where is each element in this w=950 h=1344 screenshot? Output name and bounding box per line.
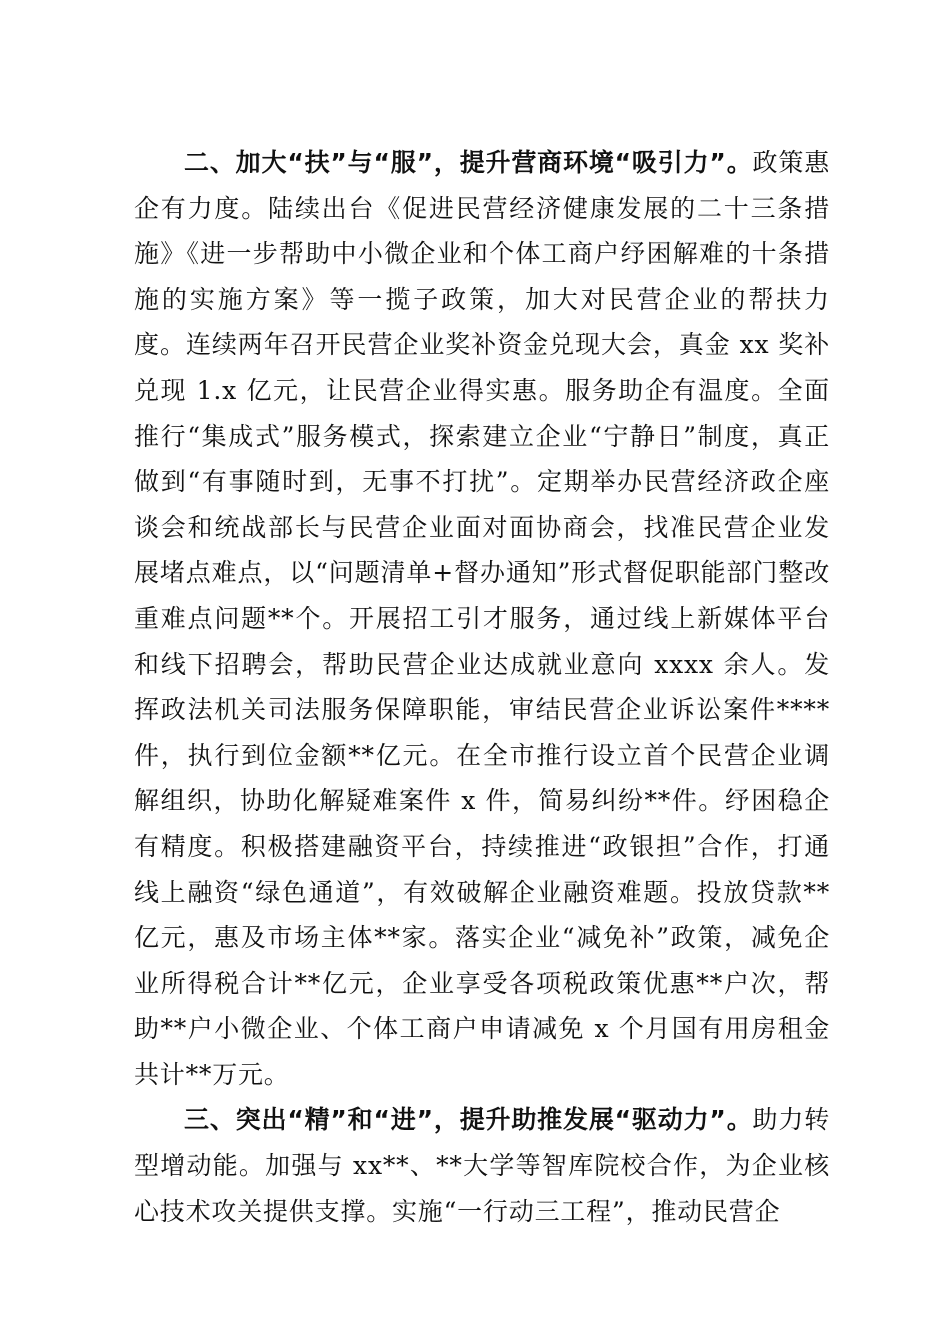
paragraph-section-three (134, 1097, 830, 1234)
section-three-heading: 三、突出“精”和“进”，提升助推发展“驱动力”。 (184, 1105, 753, 1135)
section-three-body: 助力转型增动能。加强与 xx**、**大学等智库院校合作，为企业核心技术攻关提供支撑。实施“一行动三工程”，推动民营企 (134, 1105, 830, 1226)
section-two-heading: 二、加大“扶”与“服”，提升营商环境“吸引力”。 (184, 148, 753, 177)
paragraph-section-two (134, 140, 830, 1097)
section-two-body: 政策惠企有力度。陆续出台《促进民营经济健康发展的二十三条措施》《进一步帮助中小微企业和个体工商户纾困解难的十条措施的实施方案》等一揽子政策，加大对民营企业的帮扶力度。连续两年召开民营企业奖补资金兑现大会，真金 xx 奖补兑现 1.x 亿元，让民营企业得实惠。服务助企有温度。全面推行“集成式”服务模式，探索建立企业“宁静日”制度，真正做到“有事随时到，无事不打扰”。定期举办民营经济政企座谈会和统战部长与民营企业面对面协商会，找准民营企业发展堵点难点，以“问题清单+督办通知”形式督促职能部门整改重难点问题**个。开展招工引才服务，通过线上新媒体平台和线下招聘会，帮助民营企业达成就业意向 xxxx 余人。发挥政法机关司法服务保障职能，审结民营企业诉讼案件****件，执行到位金额**亿元。在全市推行设立首个民营企业调解组织，协助化解疑难案件 x 件，简易纠纷**件。纾困稳企有精度。积极搭建融资平台，持续推进“政银担”合作，打通线上融资“绿色通道”，有效破解企业融资难题。投放贷款**亿元，惠及市场主体**家。落实企业“减免补”政策，减免企业所得税合计**亿元，企业享受各项税政策优惠**户次，帮助**户小微企业、个体工商户申请减免 x 个月国有用房租金共计**万元。 (134, 148, 830, 1089)
document-body (134, 140, 830, 1234)
